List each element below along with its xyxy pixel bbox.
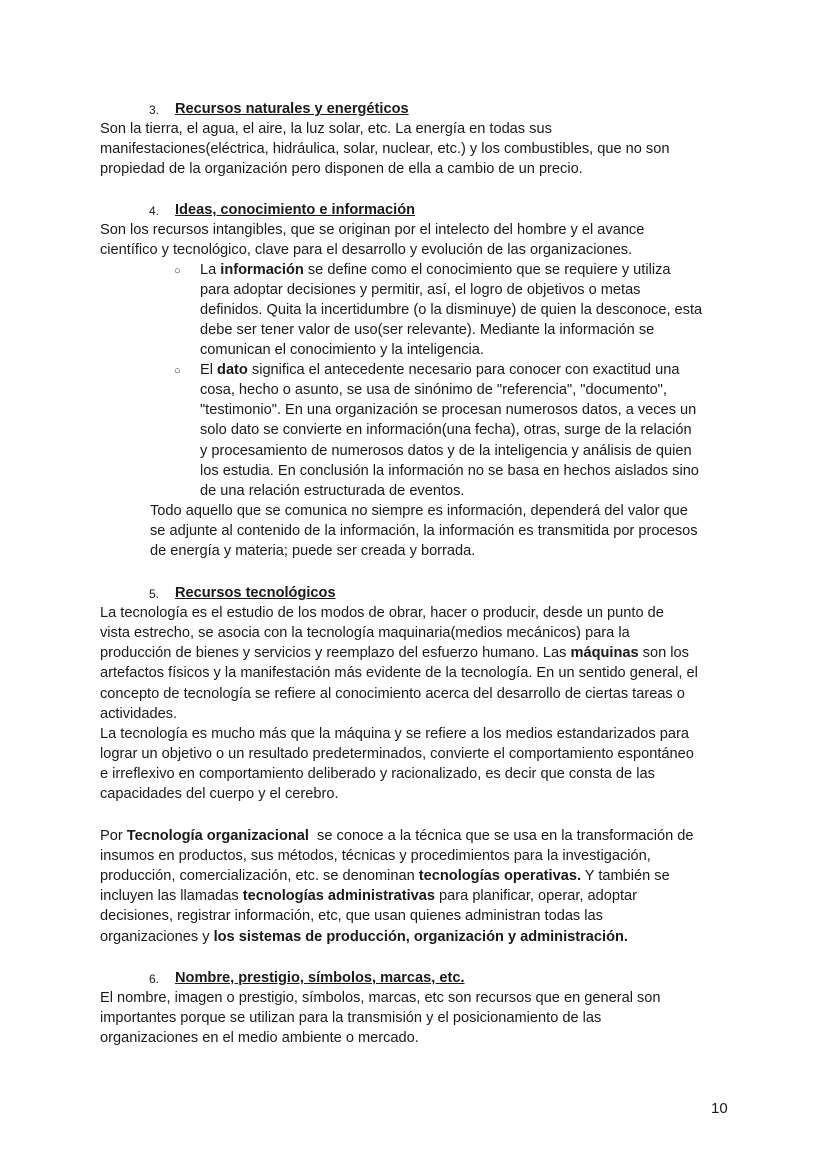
paragraph-line [100,886,637,906]
bullet-line: comunican el conocimiento y la inteligencia. [200,342,484,358]
bullet-line: "testimonio". En una organización se procesan numerosos datos, a veces un [200,402,697,418]
bullet-line: cosa, hecho o asunto, se usa de sinónimo de "referencia", "documento", [200,382,667,398]
text: incluyen las llamadas [100,888,243,904]
text: Y también se [581,868,670,884]
paragraph-line: artefactos físicos y la manifestación más evidente de la tecnología. En un sentido general, el [100,665,698,681]
text: significa el antecedente necesario para conocer con exactitud una [247,362,680,378]
paragraph-line [100,826,694,846]
hollow-circle-bullet-icon: ○ [174,265,181,277]
bullet-line: para adoptar decisiones y permitir, así, el logro de objetivos o metas [200,282,641,298]
text: La [200,262,221,278]
paragraph-line: capacidades del cuerpo y el cerebro. [100,786,339,802]
paragraph-line: decisiones, registrar información, etc, que usan quienes administran todas las [100,908,603,924]
paragraph-line: Son los recursos intangibles, que se originan por el intelecto del hombre y el avance [100,222,645,238]
text: producción, comercialización, etc. se denominan [100,868,419,884]
text: El [200,362,218,378]
paragraph-line: propiedad de la organización pero disponen de ella a cambio de un precio. [100,161,583,177]
section-number: 3. [149,103,160,117]
paragraph-line: insumos en productos, sus métodos, técnicas y procedimientos para la investigación, [100,848,651,864]
section-number: 5. [149,587,160,601]
bullet-line: debe ser tener valor de uso(ser relevante). Mediante la información se [200,322,655,338]
bullet-line: solo dato se convierte en información(una fecha), otras, surge de la relación [200,422,692,438]
bold-term: tecnologías operativas. [418,868,582,884]
paragraph-line: organizaciones en el medio ambiente o mercado. [100,1030,419,1046]
text: Por [100,828,127,844]
bold-term: máquinas [570,645,639,661]
text: se define como el conocimiento que se requiere y utiliza [303,262,671,278]
paragraph-line: vista estrecho, se asocia con la tecnología maquinaria(medios mecánicos) para la [100,625,630,641]
section-heading: Nombre, prestigio, símbolos, marcas, etc. [175,970,465,986]
bold-term: tecnologías administrativas [242,888,435,904]
paragraph-line: actividades. [100,706,178,722]
bold-term: los sistemas de producción, organización y administración. [213,929,628,945]
paragraph-line: de energía y materia; puede ser creada y borrada. [150,543,476,559]
bold-term: información [220,262,304,278]
paragraph-line [100,643,689,663]
bullet-line: definidos. Quita la incertidumbre (o la disminuye) de quien la desconoce, esta [200,302,703,318]
paragraph-line: El nombre, imagen o prestigio, símbolos, marcas, etc son recursos que en general son [100,990,661,1006]
hollow-circle-bullet-icon: ○ [174,365,181,377]
text: organizaciones y [100,929,214,945]
text: son los [638,645,689,661]
paragraph-line [100,866,670,886]
section-heading: Recursos naturales y energéticos [175,101,409,117]
text: producción de bienes y servicios y reemplazo del esfuerzo humano. Las [100,645,571,661]
text: para planificar, operar, adoptar [435,888,638,904]
bullet-line: los estudia. En conclusión la información no se basa en hechos aislados sino [200,463,699,479]
paragraph-line: científico y tecnológico, clave para el desarrollo y evolución de las organizaciones. [100,242,633,258]
paragraph-line: concepto de tecnología se refiere al conocimiento acerca del desarrollo de ciertas tareas o [100,686,685,702]
paragraph-line: Son la tierra, el agua, el aire, la luz solar, etc. La energía en todas sus [100,121,552,137]
paragraph-line: Todo aquello que se comunica no siempre es información, dependerá del valor que [150,503,688,519]
text: se conoce a la técnica que se usa en la transformación de [308,828,694,844]
bullet-line [200,360,679,380]
page-number: 10 [711,1100,728,1117]
paragraph-line: e irreflexivo en comportamiento deliberado y racionalizado, es decir que consta de las [100,766,655,782]
paragraph-line: La tecnología es el estudio de los modos de obrar, hacer o producir, desde un punto de [100,605,664,621]
paragraph-line: manifestaciones(eléctrica, hidráulica, solar, nuclear, etc.) y los combustibles, que no son [100,141,670,157]
bullet-line: de una relación estructurada de eventos. [200,483,465,499]
section-heading: Recursos tecnológicos [175,585,336,601]
paragraph-line: se adjunte al contenido de la información, la información es transmitida por procesos [150,523,698,539]
paragraph-line: lograr un objetivo o un resultado predeterminados, convierte el comportamiento espontáneo [100,746,694,762]
section-heading: Ideas, conocimiento e información [175,202,416,218]
bullet-line: y procesamiento de numerosos datos y de la inteligencia y análisis de quien [200,443,692,459]
bold-term: dato [217,362,248,378]
section-number: 4. [149,204,160,218]
bullet-line [200,260,670,280]
section-number: 6. [149,972,160,986]
paragraph-line [100,927,628,947]
bold-term: Tecnología organizacional [126,828,309,844]
paragraph-line: importantes porque se utilizan para la transmisión y el posicionamiento de las [100,1010,602,1026]
paragraph-line: La tecnología es mucho más que la máquina y se refiere a los medios estandarizados para [100,726,689,742]
